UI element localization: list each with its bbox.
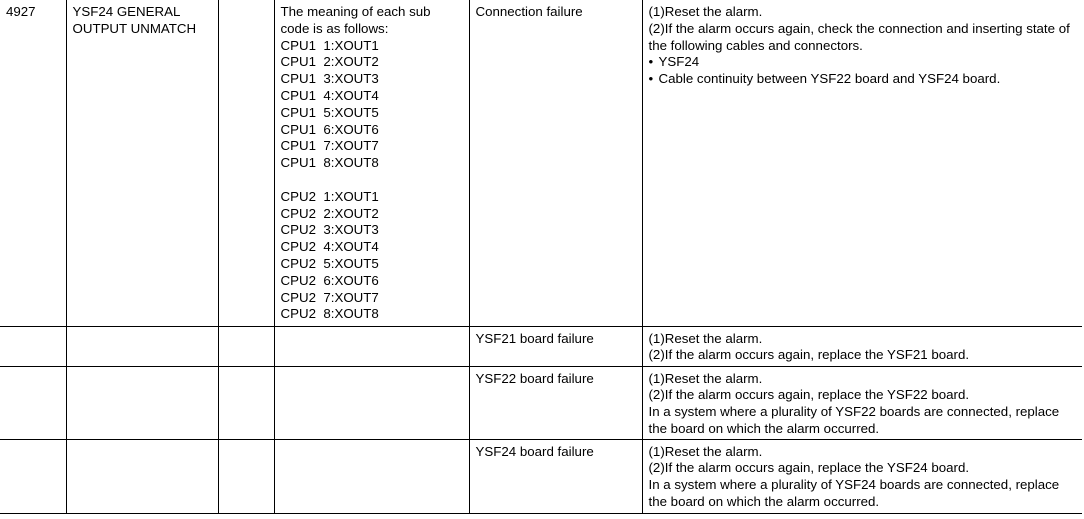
cause-cell xyxy=(469,326,642,366)
sub-code-item: CPU2 2:XOUT2 xyxy=(280,205,379,221)
alarm-name-cell xyxy=(66,0,218,326)
alarm-name: YSF24 GENERAL OUTPUT UNMATCH xyxy=(72,4,197,36)
remedy-note: In a system where a plurality of YSF24 boards are connected, replace the board on which the alarm occurred. xyxy=(648,477,1060,509)
sub-code-item: CPU2 4:XOUT4 xyxy=(280,239,379,255)
empty-cell xyxy=(218,366,274,439)
empty-cell xyxy=(66,366,218,439)
empty-cell xyxy=(0,326,66,366)
remedy-bullet xyxy=(649,71,1077,88)
empty-cell xyxy=(0,366,66,439)
remedy-cell xyxy=(642,366,1082,439)
cause-text: Connection failure xyxy=(475,4,583,19)
sub-code-cell xyxy=(274,0,469,326)
remedy-step: (1)Reset the alarm. xyxy=(648,370,763,386)
sub-code-item: CPU1 5:XOUT5 xyxy=(280,104,379,120)
alarm-number-cell xyxy=(0,0,66,326)
sub-code-intro: The meaning of each sub code is as follows: xyxy=(280,4,431,36)
cause-cell xyxy=(469,0,642,326)
sub-code-item: CPU1 7:XOUT7 xyxy=(280,138,379,154)
remedy-bullet-text: YSF24 xyxy=(658,54,700,70)
sub-code-item: CPU1 6:XOUT6 xyxy=(280,121,379,137)
empty-cell xyxy=(66,439,218,513)
cause-cell xyxy=(469,366,642,439)
table-row xyxy=(0,326,1082,366)
sub-code-item: CPU2 7:XOUT7 xyxy=(280,289,379,305)
empty-cell xyxy=(0,439,66,513)
remedy-step: (2)If the alarm occurs again, replace the YSF21 board. xyxy=(648,347,970,363)
cause-text: YSF24 board failure xyxy=(475,443,594,459)
remedy-step: (1)Reset the alarm. xyxy=(648,330,763,346)
bullet-icon: • xyxy=(648,71,654,87)
sub-code-item: CPU1 2:XOUT2 xyxy=(280,54,379,70)
remedy-step: (1)Reset the alarm. xyxy=(648,443,763,459)
table-row xyxy=(0,366,1082,439)
cause-text: YSF22 board failure xyxy=(475,370,594,386)
remedy-step: (2)If the alarm occurs again, replace the YSF24 board. xyxy=(648,460,970,476)
sub-code-item: CPU1 4:XOUT4 xyxy=(280,87,379,103)
sub-code-item: CPU2 8:XOUT8 xyxy=(280,306,379,322)
cause-text: YSF21 board failure xyxy=(475,330,594,346)
remedy-step: (2)If the alarm occurs again, check the connection and inserting state of the following cables and connectors. xyxy=(648,20,1070,53)
empty-cell xyxy=(66,326,218,366)
alarm-number: 4927 xyxy=(6,4,36,19)
sub-code-item: CPU1 1:XOUT1 xyxy=(280,37,379,53)
remedy-step: (1)Reset the alarm. xyxy=(648,4,763,19)
bullet-icon: • xyxy=(648,54,654,70)
sub-code-item: CPU1 8:XOUT8 xyxy=(280,155,379,171)
empty-cell xyxy=(274,439,469,513)
sub-code-spacer xyxy=(281,172,463,189)
sub-code-item: CPU2 1:XOUT1 xyxy=(280,188,379,204)
remedy-note: In a system where a plurality of YSF22 boards are connected, replace the board on which the alarm occurred. xyxy=(648,404,1060,436)
sub-code-item: CPU2 6:XOUT6 xyxy=(280,272,379,288)
remedy-bullet xyxy=(649,54,1077,71)
sub-code-item: CPU2 3:XOUT3 xyxy=(280,222,379,238)
empty-cell xyxy=(274,366,469,439)
remedy-step: (2)If the alarm occurs again, replace the YSF22 board. xyxy=(648,387,970,403)
remedy-cell xyxy=(642,0,1082,326)
sub-code-item: CPU1 3:XOUT3 xyxy=(280,71,379,87)
empty-cell xyxy=(218,0,274,326)
remedy-cell xyxy=(642,439,1082,513)
remedy-cell xyxy=(642,326,1082,366)
sub-code-list xyxy=(281,38,463,324)
empty-cell xyxy=(274,326,469,366)
remedy-bullet-text: Cable continuity between YSF22 board and YSF24 board. xyxy=(658,71,1001,87)
sub-code-item: CPU2 5:XOUT5 xyxy=(280,255,379,271)
cause-cell xyxy=(469,439,642,513)
empty-cell xyxy=(218,326,274,366)
table-row xyxy=(0,439,1082,513)
empty-cell xyxy=(218,439,274,513)
